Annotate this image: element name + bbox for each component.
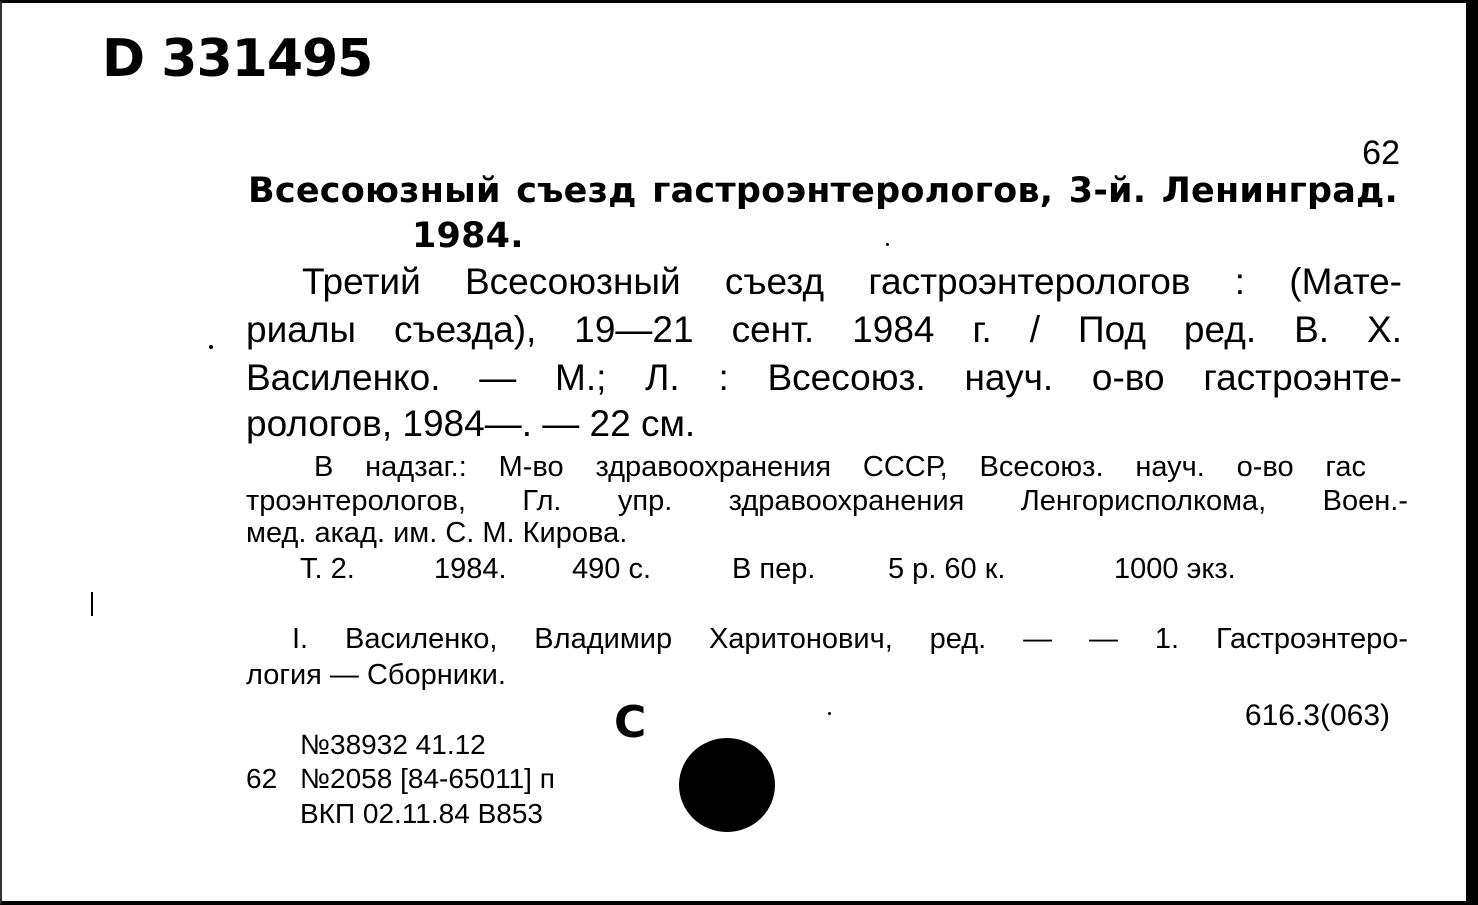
stray-mark [91,592,93,616]
note-line-3: мед. акад. им. С. М. Кирова. [246,517,628,549]
note-line-1: В надзаг.: М-во здравоохранения СССР, Всесоюз. науч. о-во гас [314,451,1366,483]
accession-line-2: №2058 [84-65011] п [300,763,555,794]
volume-copies: 1000 экз. [1114,553,1236,585]
tracing-line-2: логия — Сборники. [246,659,506,691]
stray-dot [886,243,889,246]
accession-line-1: №38932 41.12 [300,729,486,760]
note-line-2: троэнтерологов, Гл. упр. здравоохранения Ленгорисполкома, Воен.- [246,485,1408,517]
volume-price: 5 р. 60 к. [888,553,1006,585]
accession-prefix: 62 [246,763,278,794]
tracing-line-1: I. Василенко, Владимир Харитонович, ред. — — 1. Гастроэнтеро- [292,623,1408,655]
title-line-1: Третий Всесоюзный съезд гастроэнтерологов : (Мате- [302,261,1402,302]
heading-line-2: 1984. [412,216,524,256]
volume-pages: 490 с. [572,553,651,585]
title-line-2: риалы съезда), 19—21 сент. 1984 г. / Под ред. В. Х. [246,309,1402,350]
volume-number: Т. 2. [300,553,355,585]
call-number: D 331495 [102,29,373,89]
shelf-mark: 62 [1362,134,1400,172]
accession-line-3: ВКП 02.11.84 В853 [300,798,543,829]
punch-hole [679,738,775,832]
stray-dot [828,712,831,715]
classification-number: 616.3(063) [1244,699,1390,732]
heading-line-1: Всесоюзный съезд гастроэнтерологов, 3-й. Ленинград. [248,171,1398,211]
stray-dot [209,345,213,349]
volume-binding: В пер. [732,553,816,585]
letter-mark: С [614,697,647,748]
title-line-4: рологов, 1984—. — 22 см. [246,403,696,444]
title-line-3: Василенко. — М.; Л. : Всесоюз. науч. о-во гастроэнте- [246,357,1402,398]
volume-year: 1984. [434,553,507,585]
